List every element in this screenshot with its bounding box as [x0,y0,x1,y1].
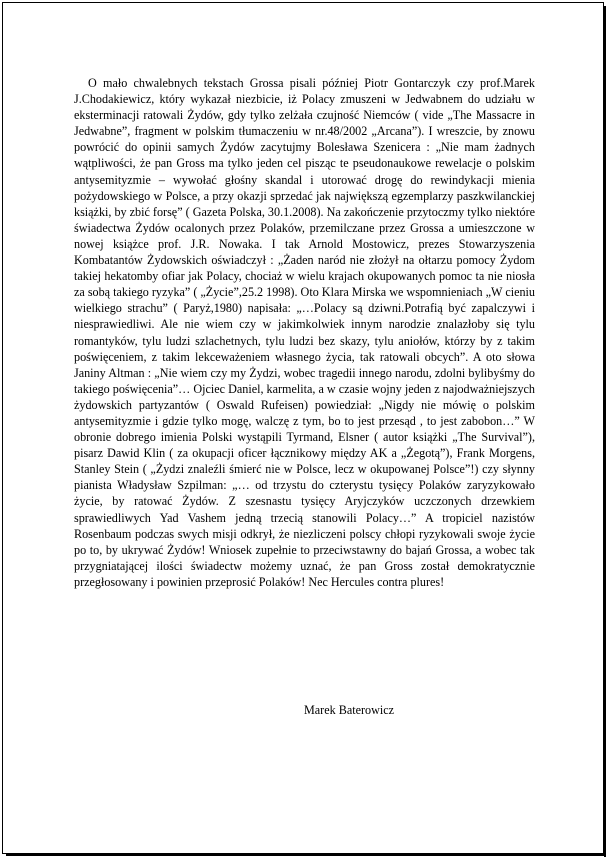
author-signature: Marek Baterowicz [304,703,394,717]
article-body: O mało chwalebnych tekstach Grossa pisali później Piotr Gontarczyk czy prof.Marek J.Chodakiewicz, który wykazał niezbicie, iż Polacy zmuszeni w Jedwabnem do udziału w eksterminacji ratowali Żydów, gdy tylko zelżała czujność Niemców ( vide „The Massacre in Jedwabne”, fragment w polskim tłumaczeniu w nr.48/2002 „Arcana”). I wreszcie, by znowu powrócić do opinii samych Żydów zacytujmy Bolesława Szenicera : „Nie mam żadnych wątpliwości, że pan Gross ma tylko jeden cel pisząc te pseudonaukowe rewelacje o polskim antysemityzmie – wywołać głośny skandal i utorować drogę do rewindykacji mienia pożydowskiego w Polsce, a przy okazji sprzedać jak największą egzemplarzy paszkwilanckiej książki, by zbić forsę” ( Gazeta Polska, 30.1.2008). Na zakończenie przytoczmy tylko niektóre świadectwa Żydów ocalonych przez Polaków, przemilczane przez Grossa a umieszczone w nowej książce prof. J.R. Nowaka. I tak Arnold Mostowicz, prezes Stowarzyszenia Kombatantów Żydowskich oświadczył : „Żaden naród nie złożył na ołtarzu pomocy Żydom takiej hekatomby ofiar jak Polacy, chociaż w wielu krajach okupowanych pomoc ta nie niosła za sobą takiego ryzyka” ( „Życie”,25.2 1998). Oto Klara Mirska we wspomnieniach „W cieniu wielkiego strachu” ( Paryż,1980) napisała: „…Polacy są dziwni.Potrafią być zapalczywi i niesprawiedliwi. Ale nie wiem czy w jakimkolwiek innym narodzie znalazłoby się tylu romantyków, tylu ludzi szlachetnych, tylu ludzi bez skazy, tylu aniołów, którzy by z takim poświęceniem, z takim lekceważeniem własnego życia, tak ratowali obcych”. A oto słowa Janiny Altman : „Nie wiem czy my Żydzi, wobec tragedii innego narodu, zdolni bylibyśmy do takiego poświęcenia”… Ojciec Daniel, karmelita, a w czasie wojny jeden z najodważniejszych żydowskich partyzantów ( Oswald Rufeisen) powiedział: „Nigdy nie mówię o polskim antysemityzmie i gdzie tylko mogę, walczę z tym, bo to jest przesąd , to jest zabobon…” W obronie dobrego imienia Polski wystąpili Tyrmand, Elsner ( autor książki „The Survival”), pisarz Dawid Klin ( za okupacji oficer łącznikowy między AK a „Żegotą”), Frank Morgens, Stanley Stein ( „Żydzi znaleźli śmierć nie w Polsce, lecz w okupowanej Polsce”!) czy słynny pianista Władysław Szpilman: „… od trzystu do czterystu tysięcy Polaków zaryzykowało życie, by ratować Żydów. Z szesnastu tysięcy Aryjczyków uczczonych drzewkiem sprawiedliwych Yad Vashem jedną trzecią stanowili Polacy…” A tropiciel nazistów Rosenbaum podczas swych misji odkrył, że niezliczeni polscy chłopi ryzykowali swoje życie po to, by ukrywać Żydów! Wniosek zupełnie to przeciwstawny do bajań Grossa, a wobec tak przygniatającej ilości świadectw możemy uznać, że pan Gross został demokratycznie przegłosowany i powinien przeprosić Polaków! Nec Hercules contra plures! [74,76,535,589]
page [2,2,604,854]
